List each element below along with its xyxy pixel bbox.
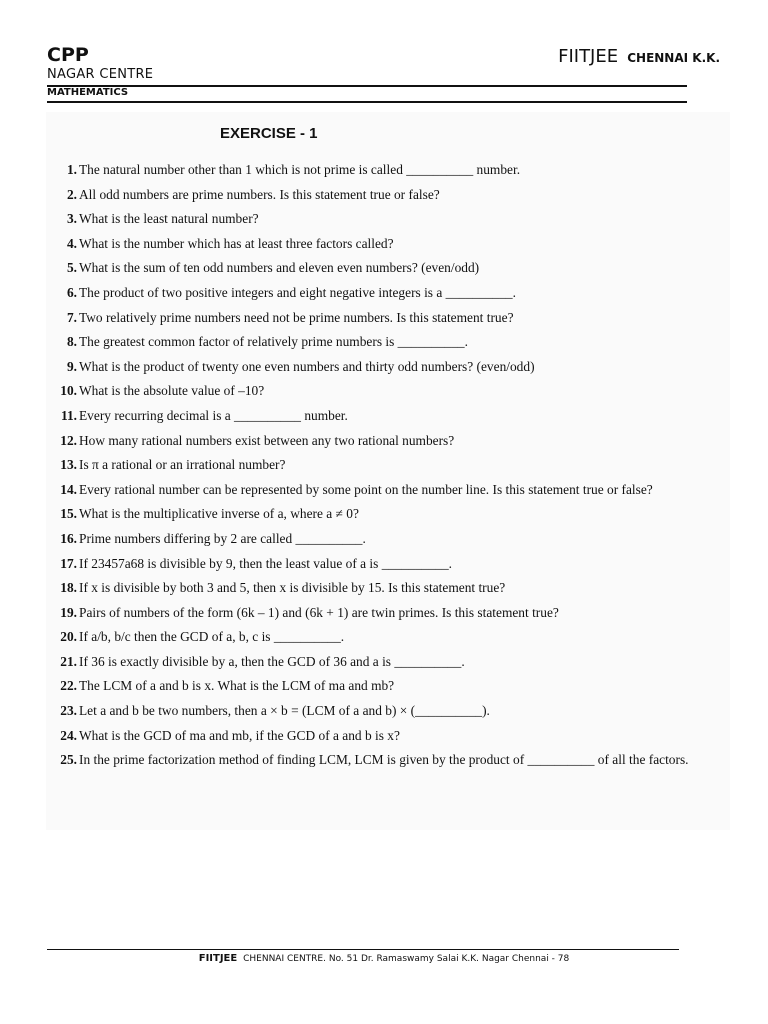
question-item bbox=[52, 382, 716, 399]
question-item bbox=[52, 210, 716, 227]
question-item bbox=[52, 702, 716, 719]
brand-name: FIITJEE bbox=[558, 46, 619, 67]
question-text: If a/b, b/c then the GCD of a, b, c is __________. bbox=[79, 629, 345, 645]
question-number: 16. bbox=[60, 530, 77, 546]
footer-brand: FIITJEE bbox=[198, 953, 238, 964]
question-number: 12. bbox=[60, 432, 77, 448]
question-item bbox=[52, 309, 716, 326]
header-rule-bottom bbox=[47, 101, 687, 103]
question-number: 23. bbox=[60, 703, 77, 719]
question-item bbox=[52, 358, 716, 375]
question-text: The greatest common factor of relatively prime numbers is __________. bbox=[79, 334, 468, 350]
subject-label: MATHEMATICS bbox=[47, 87, 129, 98]
question-item bbox=[52, 186, 716, 203]
question-text: What is the multiplicative inverse of a, where a ≠ 0? bbox=[79, 506, 359, 522]
question-number: 13. bbox=[60, 457, 77, 473]
question-item bbox=[52, 333, 716, 350]
question-item bbox=[52, 604, 716, 621]
question-text: If x is divisible by both 3 and 5, then x is divisible by 15. Is this statement true? bbox=[79, 580, 506, 596]
question-text: All odd numbers are prime numbers. Is this statement true or false? bbox=[79, 186, 440, 202]
question-item bbox=[52, 579, 716, 596]
header-right bbox=[558, 46, 720, 67]
question-number: 4. bbox=[66, 235, 77, 251]
question-text: The product of two positive integers and eight negative integers is a __________. bbox=[79, 284, 516, 300]
question-text: How many rational numbers exist between any two rational numbers? bbox=[79, 432, 455, 448]
branch-name: CHENNAI K.K. bbox=[627, 51, 720, 65]
question-item bbox=[52, 555, 716, 572]
question-text: Every recurring decimal is a __________ number. bbox=[79, 407, 348, 423]
question-text: What is the absolute value of –10? bbox=[79, 383, 265, 399]
question-item bbox=[52, 235, 716, 252]
question-item bbox=[52, 259, 716, 276]
question-number: 3. bbox=[66, 211, 77, 227]
question-item bbox=[52, 530, 716, 547]
question-number: 20. bbox=[60, 629, 77, 645]
question-list bbox=[52, 161, 716, 776]
question-item bbox=[52, 727, 716, 744]
question-number: 25. bbox=[60, 752, 77, 768]
question-number: 14. bbox=[60, 481, 77, 497]
question-item bbox=[52, 161, 716, 178]
question-text: What is the product of twenty one even numbers and thirty odd numbers? (even/odd) bbox=[79, 358, 535, 374]
question-item bbox=[52, 505, 716, 522]
question-text: If 23457a68 is divisible by 9, then the least value of a is __________. bbox=[79, 555, 453, 571]
question-text: Every rational number can be represented by some point on the number line. Is this statement true or false? bbox=[79, 481, 653, 497]
question-text: What is the least natural number? bbox=[79, 211, 259, 227]
question-number: 17. bbox=[60, 555, 77, 571]
question-item bbox=[52, 751, 716, 768]
question-text: Let a and b be two numbers, then a × b = (LCM of a and b) × (__________). bbox=[79, 703, 490, 719]
question-number: 19. bbox=[60, 604, 77, 620]
question-text: If 36 is exactly divisible by a, then the GCD of 36 and a is __________. bbox=[79, 653, 465, 669]
question-text: What is the GCD of ma and mb, if the GCD of a and b is x? bbox=[79, 727, 400, 743]
question-number: 2. bbox=[66, 186, 77, 202]
question-text: What is the number which has at least three factors called? bbox=[79, 235, 394, 251]
question-number: 1. bbox=[66, 162, 77, 177]
question-item bbox=[52, 653, 716, 670]
question-item bbox=[52, 456, 716, 473]
question-text: Two relatively prime numbers need not be prime numbers. Is this statement true? bbox=[79, 309, 514, 325]
question-number: 8. bbox=[66, 334, 77, 350]
program-title: CPP bbox=[47, 44, 89, 66]
question-text: The natural number other than 1 which is not prime is called __________ number. bbox=[79, 162, 521, 177]
question-number: 15. bbox=[60, 506, 77, 522]
question-number: 22. bbox=[60, 678, 77, 694]
question-text: What is the sum of ten odd numbers and eleven even numbers? (even/odd) bbox=[79, 260, 480, 276]
question-number: 5. bbox=[66, 260, 77, 276]
question-number: 18. bbox=[60, 580, 77, 596]
question-text: Is π a rational or an irrational number? bbox=[79, 457, 286, 473]
question-item bbox=[52, 284, 716, 301]
question-text: Prime numbers differing by 2 are called __________. bbox=[79, 530, 366, 546]
header-rule-top bbox=[47, 85, 687, 87]
question-number: 24. bbox=[60, 727, 77, 743]
question-item bbox=[52, 432, 716, 449]
exercise-title: EXERCISE - 1 bbox=[220, 125, 318, 142]
question-item bbox=[52, 407, 716, 424]
question-item bbox=[52, 628, 716, 645]
question-number: 11. bbox=[61, 407, 77, 423]
question-number: 9. bbox=[66, 358, 77, 374]
question-item bbox=[52, 481, 716, 498]
question-number: 7. bbox=[66, 309, 77, 325]
question-text: Pairs of numbers of the form (6k – 1) and (6k + 1) are twin primes. Is this statement true? bbox=[79, 604, 559, 620]
question-text: In the prime factorization method of finding LCM, LCM is given by the product of __________ of all the factors. bbox=[79, 752, 689, 768]
question-number: 6. bbox=[66, 284, 77, 300]
footer-address: CHENNAI CENTRE. No. 51 Dr. Ramaswamy Salai K.K. Nagar Chennai - 78 bbox=[243, 954, 570, 964]
question-number: 10. bbox=[60, 383, 77, 399]
question-item bbox=[52, 677, 716, 694]
header-left bbox=[47, 44, 153, 83]
centre-name: NAGAR CENTRE bbox=[47, 67, 154, 82]
question-text: The LCM of a and b is x. What is the LCM of ma and mb? bbox=[79, 678, 395, 694]
question-number: 21. bbox=[60, 653, 77, 669]
footer bbox=[0, 953, 768, 964]
footer-rule bbox=[47, 949, 679, 950]
